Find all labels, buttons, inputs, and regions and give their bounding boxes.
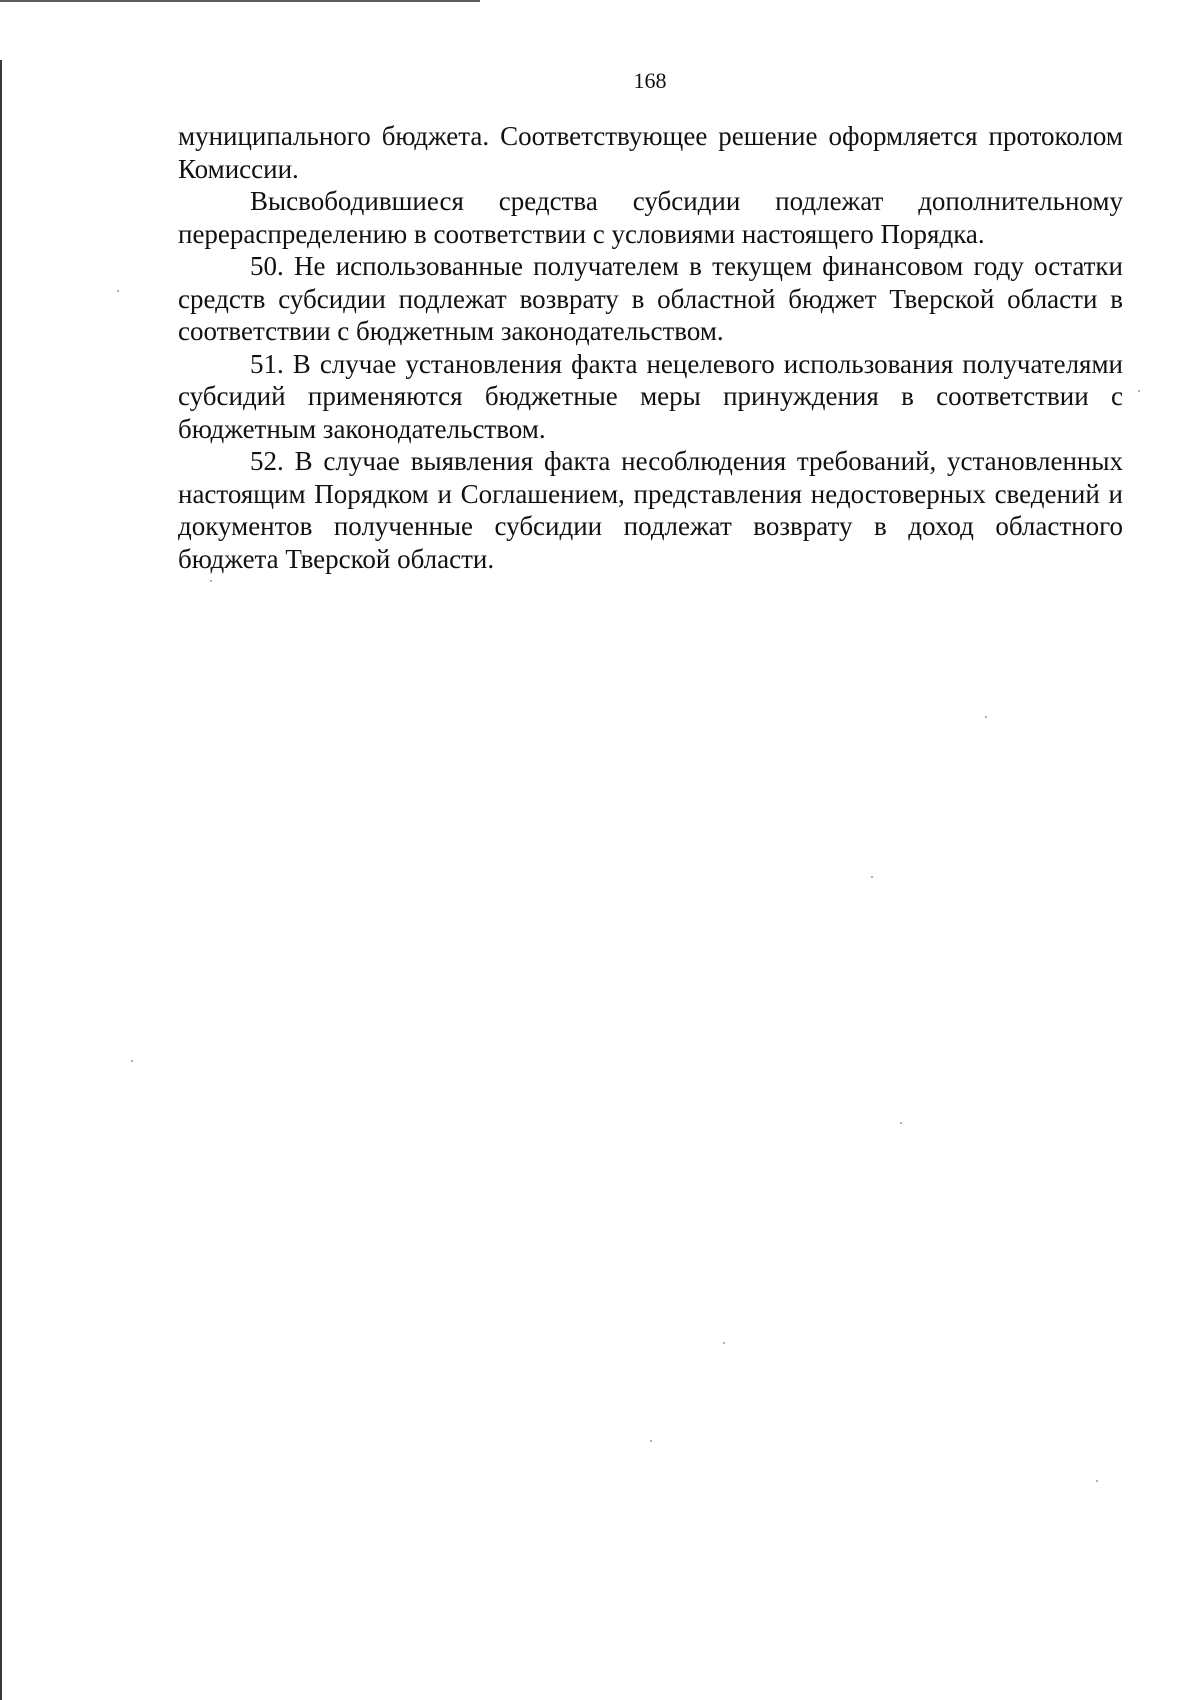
page-number: 168 — [633, 68, 667, 93]
scan-speckle — [1096, 1480, 1098, 1482]
scan-speckle — [723, 1342, 725, 1344]
scan-speckle — [210, 580, 212, 582]
clause-51 — [178, 348, 1123, 446]
scan-speckle — [900, 1122, 902, 1124]
paragraph-text: Не использованные получателем в текущем финансовом году остатки средств субсидии подлежат возврату в областной бюджет Тверской области в соответствии с бюджетным законодательством. — [178, 251, 1123, 346]
clause-number: 52. — [250, 446, 284, 476]
document-body — [178, 120, 1123, 575]
paragraph-continuation — [178, 120, 1123, 185]
scan-speckle — [117, 290, 119, 292]
scan-edge-left — [0, 60, 2, 1700]
scan-speckle — [131, 1060, 133, 1062]
clause-number: 50. — [250, 251, 284, 281]
scan-speckle — [1138, 390, 1140, 392]
paragraph — [178, 185, 1123, 250]
clause-50 — [178, 250, 1123, 348]
scan-edge-top — [0, 0, 480, 2]
clause-number: 51. — [250, 348, 284, 379]
paragraph-text: Высвободившиеся средства субсидии подлежат дополнительному перераспределению в соответствии с условиями настоящего Порядка. — [178, 186, 1123, 249]
scan-speckle — [871, 876, 873, 878]
paragraph-text: В случае установления факта нецелевого использования получателями субсидий применяются бюджетные меры принуждения в соответствии с бюджетным законодательством. — [178, 348, 1123, 444]
clause-52 — [178, 445, 1123, 575]
scan-speckle — [650, 1440, 652, 1442]
paragraph-text: В случае выявления факта несоблюдения требований, установленных настоящим Порядком и Соглашением, представления недостоверных сведений и документов полученные субсидии подлежат возврату в доход областного бюджета Тверской области. — [178, 446, 1123, 574]
paragraph-text: муниципального бюджета. Соответствующее решение оформляется протоколом Комиссии. — [178, 121, 1123, 184]
scan-speckle — [985, 716, 987, 718]
